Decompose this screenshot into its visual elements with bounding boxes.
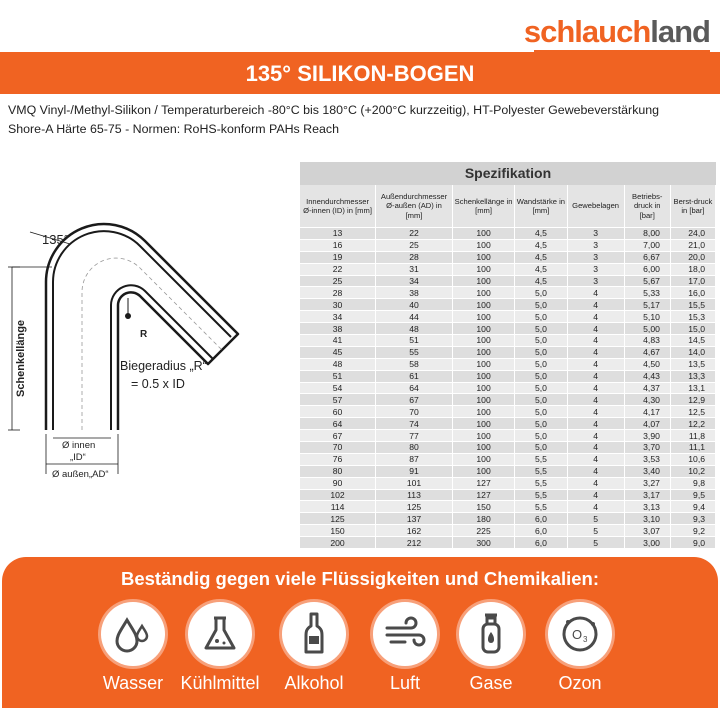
- table-cell: 70: [376, 406, 453, 418]
- table-cell: 100: [452, 287, 514, 299]
- col-fabric-layers: Gewebelagen: [567, 185, 624, 228]
- table-cell: 4,37: [624, 382, 670, 394]
- table-cell: 100: [452, 263, 514, 275]
- table-cell: 40: [376, 299, 453, 311]
- table-cell: 150: [452, 501, 514, 513]
- table-cell: 4: [567, 418, 624, 430]
- table-cell: 70: [300, 442, 376, 454]
- table-cell: 3,40: [624, 465, 670, 477]
- table-cell: 4: [567, 394, 624, 406]
- table-cell: 5,5: [515, 501, 567, 513]
- table-cell: 4: [567, 489, 624, 501]
- table-cell: 5,0: [515, 394, 567, 406]
- flask-icon: [188, 602, 252, 666]
- table-cell: 4,5: [515, 228, 567, 240]
- table-cell: 5,0: [515, 418, 567, 430]
- table-cell: 4,67: [624, 346, 670, 358]
- table-cell: 212: [376, 537, 453, 549]
- ozone-icon: [548, 602, 612, 666]
- table-cell: 55: [376, 346, 453, 358]
- table-header-row: [300, 185, 716, 228]
- table-cell: 100: [452, 275, 514, 287]
- table-row: [300, 358, 716, 370]
- table-row: [300, 335, 716, 347]
- table-cell: 5,5: [515, 465, 567, 477]
- table-cell: 28: [300, 287, 376, 299]
- table-cell: 22: [376, 228, 453, 240]
- table-cell: 13,1: [670, 382, 715, 394]
- table-cell: 25: [376, 239, 453, 251]
- bottle-icon: [282, 602, 346, 666]
- table-cell: 24,0: [670, 228, 715, 240]
- table-cell: 13,3: [670, 370, 715, 382]
- col-burst-pressure: Berst-druck in [bar]: [670, 185, 715, 228]
- material-spec-line: VMQ Vinyl-/Methyl-Silikon / Temperaturbereich -80°C bis 180°C (+200°C kurzzeitig), HT-Polyester Gewebeverstärkung: [8, 103, 660, 117]
- table-cell: 100: [452, 442, 514, 454]
- table-row: [300, 537, 716, 549]
- table-cell: 4: [567, 465, 624, 477]
- table-cell: 4,43: [624, 370, 670, 382]
- bend-diagram: [0, 212, 300, 502]
- table-row: [300, 311, 716, 323]
- table-cell: 100: [452, 370, 514, 382]
- table-cell: 3,07: [624, 525, 670, 537]
- hose-centerline: [82, 258, 223, 430]
- table-cell: 5,0: [515, 311, 567, 323]
- table-cell: 3,17: [624, 489, 670, 501]
- table-cell: 9,0: [670, 537, 715, 549]
- table-cell: 4: [567, 406, 624, 418]
- table-cell: 77: [376, 430, 453, 442]
- table-cell: 125: [376, 501, 453, 513]
- table-row: [300, 251, 716, 263]
- table-cell: 34: [376, 275, 453, 287]
- table-cell: 114: [300, 501, 376, 513]
- table-cell: 48: [376, 323, 453, 335]
- logo-part-2: land: [650, 14, 710, 49]
- table-cell: 76: [300, 453, 376, 465]
- table-cell: 127: [452, 477, 514, 489]
- table-row: [300, 501, 716, 513]
- table-cell: 57: [300, 394, 376, 406]
- title-banner: [0, 52, 720, 94]
- table-cell: 4,07: [624, 418, 670, 430]
- table-row: [300, 299, 716, 311]
- table-cell: 5,0: [515, 346, 567, 358]
- svg-text:3: 3: [583, 635, 588, 644]
- table-cell: 300: [452, 537, 514, 549]
- table-cell: 3,00: [624, 537, 670, 549]
- water-drops-icon: [101, 602, 165, 666]
- inner-diameter-code: „ID“: [70, 452, 86, 463]
- bend-radius-label: Biegeradius „R“: [120, 359, 207, 373]
- table-cell: 54: [300, 382, 376, 394]
- table-row: [300, 465, 716, 477]
- table-cell: 5,0: [515, 299, 567, 311]
- table-cell: 64: [376, 382, 453, 394]
- table-cell: 60: [300, 406, 376, 418]
- table-cell: 3,27: [624, 477, 670, 489]
- table-cell: 150: [300, 525, 376, 537]
- table-cell: 5,0: [515, 382, 567, 394]
- table-cell: 15,0: [670, 323, 715, 335]
- table-cell: 5,0: [515, 406, 567, 418]
- table-cell: 4: [567, 477, 624, 489]
- table-cell: 4,5: [515, 263, 567, 275]
- table-cell: 100: [452, 394, 514, 406]
- table-cell: 31: [376, 263, 453, 275]
- chemical-resistance-panel: [2, 557, 718, 708]
- table-cell: 127: [452, 489, 514, 501]
- table-cell: 4: [567, 358, 624, 370]
- table-row: [300, 287, 716, 299]
- wind-icon: [373, 602, 437, 666]
- table-cell: 5,0: [515, 370, 567, 382]
- table-cell: 4: [567, 501, 624, 513]
- table-cell: 100: [452, 358, 514, 370]
- table-cell: 5,10: [624, 311, 670, 323]
- table-cell: 3,10: [624, 513, 670, 525]
- col-wall-thickness: Wandstärke in [mm]: [515, 185, 567, 228]
- table-cell: 5,00: [624, 323, 670, 335]
- table-cell: 9,3: [670, 513, 715, 525]
- table-row: [300, 228, 716, 240]
- table-cell: 19: [300, 251, 376, 263]
- table-cell: 16,0: [670, 287, 715, 299]
- table-cell: 4: [567, 323, 624, 335]
- table-cell: 125: [300, 513, 376, 525]
- table-row: [300, 394, 716, 406]
- table-cell: 5,67: [624, 275, 670, 287]
- table-cell: 9,5: [670, 489, 715, 501]
- radius-label: R: [140, 329, 148, 340]
- table-cell: 90: [300, 477, 376, 489]
- table-row: [300, 418, 716, 430]
- table-cell: 100: [452, 453, 514, 465]
- label-gases: Gase: [469, 673, 513, 693]
- table-cell: 100: [452, 430, 514, 442]
- table-cell: 100: [452, 418, 514, 430]
- logo-part-1: schlauch: [523, 14, 651, 49]
- table-cell: 5,0: [515, 358, 567, 370]
- table-cell: 4,5: [515, 239, 567, 251]
- table-cell: 4,5: [515, 251, 567, 263]
- col-outer-diameter: Außendurchmesser Ø-außen (AD) in [mm]: [376, 185, 453, 228]
- table-cell: 5: [567, 513, 624, 525]
- table-row: [300, 453, 716, 465]
- label-water: Wasser: [102, 673, 164, 693]
- table-cell: 91: [376, 465, 453, 477]
- table-cell: 100: [452, 228, 514, 240]
- brand-logo: [524, 14, 710, 48]
- table-cell: 64: [300, 418, 376, 430]
- table-cell: 100: [452, 299, 514, 311]
- gas-cylinder-icon: [459, 602, 523, 666]
- table-cell: 30: [300, 299, 376, 311]
- table-cell: 20,0: [670, 251, 715, 263]
- table-cell: 101: [376, 477, 453, 489]
- table-cell: 100: [452, 465, 514, 477]
- table-cell: 16: [300, 239, 376, 251]
- table-cell: 5,5: [515, 477, 567, 489]
- table-cell: 48: [300, 358, 376, 370]
- table-cell: 10,2: [670, 465, 715, 477]
- table-cell: 67: [376, 394, 453, 406]
- table-cell: 11,8: [670, 430, 715, 442]
- table-cell: 4: [567, 299, 624, 311]
- bend-radius-formula: = 0.5 x ID: [131, 377, 185, 391]
- table-row: [300, 275, 716, 287]
- leg-length-label: Schenkellänge: [15, 319, 27, 397]
- table-cell: 41: [300, 335, 376, 347]
- table-cell: 10,6: [670, 453, 715, 465]
- table-cell: 5,5: [515, 453, 567, 465]
- table-row: [300, 430, 716, 442]
- table-cell: 18,0: [670, 263, 715, 275]
- table-cell: 4,50: [624, 358, 670, 370]
- table-cell: 100: [452, 346, 514, 358]
- table-cell: 5,5: [515, 489, 567, 501]
- table-cell: 9,2: [670, 525, 715, 537]
- table-cell: 12,5: [670, 406, 715, 418]
- table-cell: 4: [567, 311, 624, 323]
- table-cell: 12,2: [670, 418, 715, 430]
- table-cell: 100: [452, 251, 514, 263]
- table-cell: 9,8: [670, 477, 715, 489]
- table-cell: 4: [567, 430, 624, 442]
- outer-diameter-label: Ø außen„AD“: [52, 469, 109, 480]
- table-cell: 14,0: [670, 346, 715, 358]
- table-cell: 137: [376, 513, 453, 525]
- table-cell: 5,0: [515, 442, 567, 454]
- table-cell: 113: [376, 489, 453, 501]
- col-inner-diameter: Innendurchmesser Ø-innen (ID) in [mm]: [300, 185, 376, 228]
- specification-table: [300, 185, 716, 549]
- table-cell: 3: [567, 228, 624, 240]
- hose-outer-wall: [46, 224, 238, 430]
- label-ozone: Ozon: [558, 673, 602, 693]
- table-cell: 25: [300, 275, 376, 287]
- table-cell: 5,17: [624, 299, 670, 311]
- angle-label: 135°: [42, 232, 69, 247]
- label-coolant: Kühlmittel: [180, 673, 260, 693]
- table-cell: 3,53: [624, 453, 670, 465]
- table-cell: 4: [567, 442, 624, 454]
- table-cell: 4,83: [624, 335, 670, 347]
- table-cell: 6,0: [515, 537, 567, 549]
- table-cell: 12,9: [670, 394, 715, 406]
- table-cell: 3: [567, 239, 624, 251]
- table-cell: 11,1: [670, 442, 715, 454]
- table-cell: 4: [567, 453, 624, 465]
- table-cell: 4: [567, 335, 624, 347]
- table-cell: 38: [376, 287, 453, 299]
- table-cell: 7,00: [624, 239, 670, 251]
- table-cell: 58: [376, 358, 453, 370]
- table-cell: 6,0: [515, 513, 567, 525]
- table-cell: 200: [300, 537, 376, 549]
- table-row: [300, 346, 716, 358]
- specification-title: Spezifikation: [300, 162, 716, 185]
- label-air: Luft: [389, 673, 421, 693]
- table-cell: 100: [452, 335, 514, 347]
- table-row: [300, 323, 716, 335]
- table-row: [300, 489, 716, 501]
- table-cell: 6,0: [515, 525, 567, 537]
- table-cell: 51: [376, 335, 453, 347]
- table-cell: 5,0: [515, 287, 567, 299]
- table-cell: 61: [376, 370, 453, 382]
- table-cell: 34: [300, 311, 376, 323]
- table-cell: 4: [567, 382, 624, 394]
- table-cell: 3,13: [624, 501, 670, 513]
- table-cell: 4,5: [515, 275, 567, 287]
- specification-table-panel: [300, 162, 716, 548]
- table-cell: 17,0: [670, 275, 715, 287]
- table-cell: 13: [300, 228, 376, 240]
- table-cell: 13,5: [670, 358, 715, 370]
- table-cell: 67: [300, 430, 376, 442]
- table-cell: 3: [567, 275, 624, 287]
- table-cell: 22: [300, 263, 376, 275]
- table-cell: 162: [376, 525, 453, 537]
- table-cell: 4: [567, 346, 624, 358]
- table-row: [300, 525, 716, 537]
- table-cell: 100: [452, 239, 514, 251]
- table-cell: 225: [452, 525, 514, 537]
- norms-spec-line: Shore-A Härte 65-75 - Normen: RoHS-konform PAHs Reach: [8, 122, 340, 136]
- table-row: [300, 513, 716, 525]
- table-row: [300, 263, 716, 275]
- table-cell: 5,0: [515, 430, 567, 442]
- table-cell: 28: [376, 251, 453, 263]
- col-operating-pressure: Betriebs-druck in [bar]: [624, 185, 670, 228]
- table-row: [300, 382, 716, 394]
- table-cell: 9,4: [670, 501, 715, 513]
- table-cell: 3: [567, 263, 624, 275]
- table-row: [300, 239, 716, 251]
- table-cell: 3: [567, 251, 624, 263]
- table-cell: 3,70: [624, 442, 670, 454]
- table-cell: 100: [452, 311, 514, 323]
- table-cell: 80: [376, 442, 453, 454]
- table-cell: 100: [452, 323, 514, 335]
- table-cell: 5,33: [624, 287, 670, 299]
- table-cell: 21,0: [670, 239, 715, 251]
- table-cell: 87: [376, 453, 453, 465]
- table-row: [300, 406, 716, 418]
- table-cell: 15,5: [670, 299, 715, 311]
- inner-diameter-label: Ø innen: [62, 440, 96, 451]
- table-cell: 100: [452, 382, 514, 394]
- table-cell: 5: [567, 525, 624, 537]
- table-cell: 5,0: [515, 335, 567, 347]
- table-row: [300, 477, 716, 489]
- table-cell: 44: [376, 311, 453, 323]
- svg-text:O: O: [572, 627, 583, 642]
- table-cell: 45: [300, 346, 376, 358]
- table-cell: 74: [376, 418, 453, 430]
- table-cell: 8,00: [624, 228, 670, 240]
- table-row: [300, 442, 716, 454]
- table-cell: 6,00: [624, 263, 670, 275]
- table-cell: 51: [300, 370, 376, 382]
- chemical-resistance-title: Beständig gegen viele Flüssigkeiten und Chemikalien:: [120, 568, 600, 589]
- table-cell: 4: [567, 370, 624, 382]
- table-cell: 80: [300, 465, 376, 477]
- col-leg-length: Schenkellänge in [mm]: [452, 185, 514, 228]
- table-row: [300, 370, 716, 382]
- table-cell: 100: [452, 406, 514, 418]
- table-cell: 5: [567, 537, 624, 549]
- label-alcohol: Alkohol: [284, 673, 344, 693]
- table-cell: 4,30: [624, 394, 670, 406]
- table-cell: 4,17: [624, 406, 670, 418]
- table-cell: 6,67: [624, 251, 670, 263]
- table-cell: 102: [300, 489, 376, 501]
- table-cell: 180: [452, 513, 514, 525]
- table-body: [300, 228, 716, 549]
- table-cell: 5,0: [515, 323, 567, 335]
- table-cell: 38: [300, 323, 376, 335]
- table-cell: 3,90: [624, 430, 670, 442]
- table-cell: 14,5: [670, 335, 715, 347]
- table-cell: 4: [567, 287, 624, 299]
- table-cell: 15,3: [670, 311, 715, 323]
- page-title: 135° SILIKON-BOGEN: [245, 61, 475, 86]
